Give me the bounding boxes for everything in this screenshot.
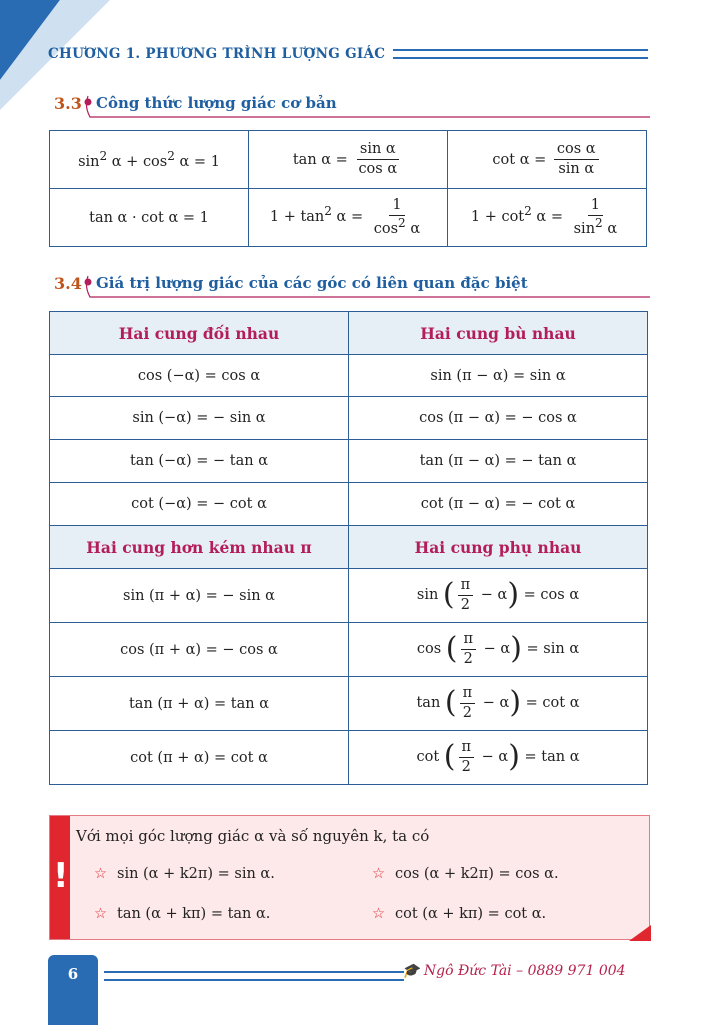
formula-cell: cot ( $\frac{\pi}{2}$ − α) = tan α [349,731,648,785]
table-row [50,397,648,440]
table-row [50,677,648,731]
formula-cell: sin ( $\frac{\pi}{2}$ − α) = cos α [349,569,648,623]
formula-cell: tan α · cot α = 1 [50,189,249,247]
basic-formulas-table [49,130,647,247]
formula-cell: cot (−α) = − cot α [50,483,349,526]
formula-cell: sin (π + α) = − sin α [50,569,349,623]
page-number: 6 [48,955,98,1025]
related-angles-table [49,311,648,785]
star-icon: ☆ [372,906,385,922]
formula-cell: cot α = $\frac{\text{cos α}}{\text{sin α}}$ [448,131,647,189]
footer-rule [104,971,404,981]
page-footer [48,955,650,1025]
chapter-header [48,42,648,66]
formula-cell: cos (π + α) = − cos α [50,623,349,677]
column-header: Hai cung phụ nhau [349,526,648,569]
note-item: ☆ cos (α + k2π) = cos α. [372,866,559,882]
formula-cell: cos ( $\frac{\pi}{2}$ − α) = sin α [349,623,648,677]
formula-cell: tan ( $\frac{\pi}{2}$ − α) = cot α [349,677,648,731]
exclamation-icon: ! [53,856,69,896]
formula-cell: $1 + \cot^2 \alpha$ = $\frac{1}{\sin^2 \alpha}$ [448,189,647,247]
note-item: ☆ tan (α + kπ) = tan α. [94,906,271,922]
section-title: Giá trị lượng giác của các góc có liên quan đặc biệt [96,274,528,292]
formula-cell: sin (−α) = − sin α [50,397,349,440]
chapter-title: CHƯƠNG 1. PHƯƠNG TRÌNH LƯỢNG GIÁC [48,46,386,62]
formula-cell: tan (π − α) = − tan α [349,440,648,483]
table-row [50,131,647,189]
star-icon: ☆ [94,866,107,882]
star-icon: ☆ [372,866,385,882]
table-row [50,731,648,785]
column-header: Hai cung bù nhau [349,312,648,355]
table-row [50,355,648,397]
formula-cell: tan α = $\frac{\text{sin α}}{\text{cos α}}$ [249,131,448,189]
column-header: Hai cung hơn kém nhau π [50,526,349,569]
star-icon: ☆ [94,906,107,922]
section-3-3-heading [54,92,650,120]
formula-cell: cot (π − α) = − cot α [349,483,648,526]
note-intro: Với mọi góc lượng giác α và số nguyên k, ta có [76,827,430,845]
formula-cell: tan (π + α) = tan α [50,677,349,731]
formula-cell: cot (π + α) = cot α [50,731,349,785]
table-row [50,189,647,247]
column-header: Hai cung đối nhau [50,312,349,355]
periodicity-note [49,815,650,940]
header-rule [393,49,648,59]
section-title: Công thức lượng giác cơ bản [96,94,337,112]
section-3-4-heading [54,272,650,300]
section-number: 3.4 [54,274,82,293]
formula-cell: sin (π − α) = sin α [349,355,648,397]
author-credit: 🎓 Ngô Đức Tài – 0889 971 004 [402,963,626,979]
table-row [50,483,648,526]
formula-cell: cos (−α) = cos α [50,355,349,397]
table-row [50,440,648,483]
page-fold-icon [629,925,651,941]
table-header-row [50,312,648,355]
formula-cell: tan (−α) = − tan α [50,440,349,483]
table-row [50,623,648,677]
formula-cell: $1 + \tan^2 \alpha$ = $\frac{1}{\cos^2 \alpha}$ [249,189,448,247]
section-number: 3.3 [54,94,82,113]
table-header-row [50,526,648,569]
formula-cell: $\sin^2 \alpha + \cos^2 \alpha = 1$ [50,131,249,189]
note-item: ☆ cot (α + kπ) = cot α. [372,906,547,922]
table-row [50,569,648,623]
note-item: ☆ sin (α + k2π) = sin α. [94,866,275,882]
formula-cell: cos (π − α) = − cos α [349,397,648,440]
